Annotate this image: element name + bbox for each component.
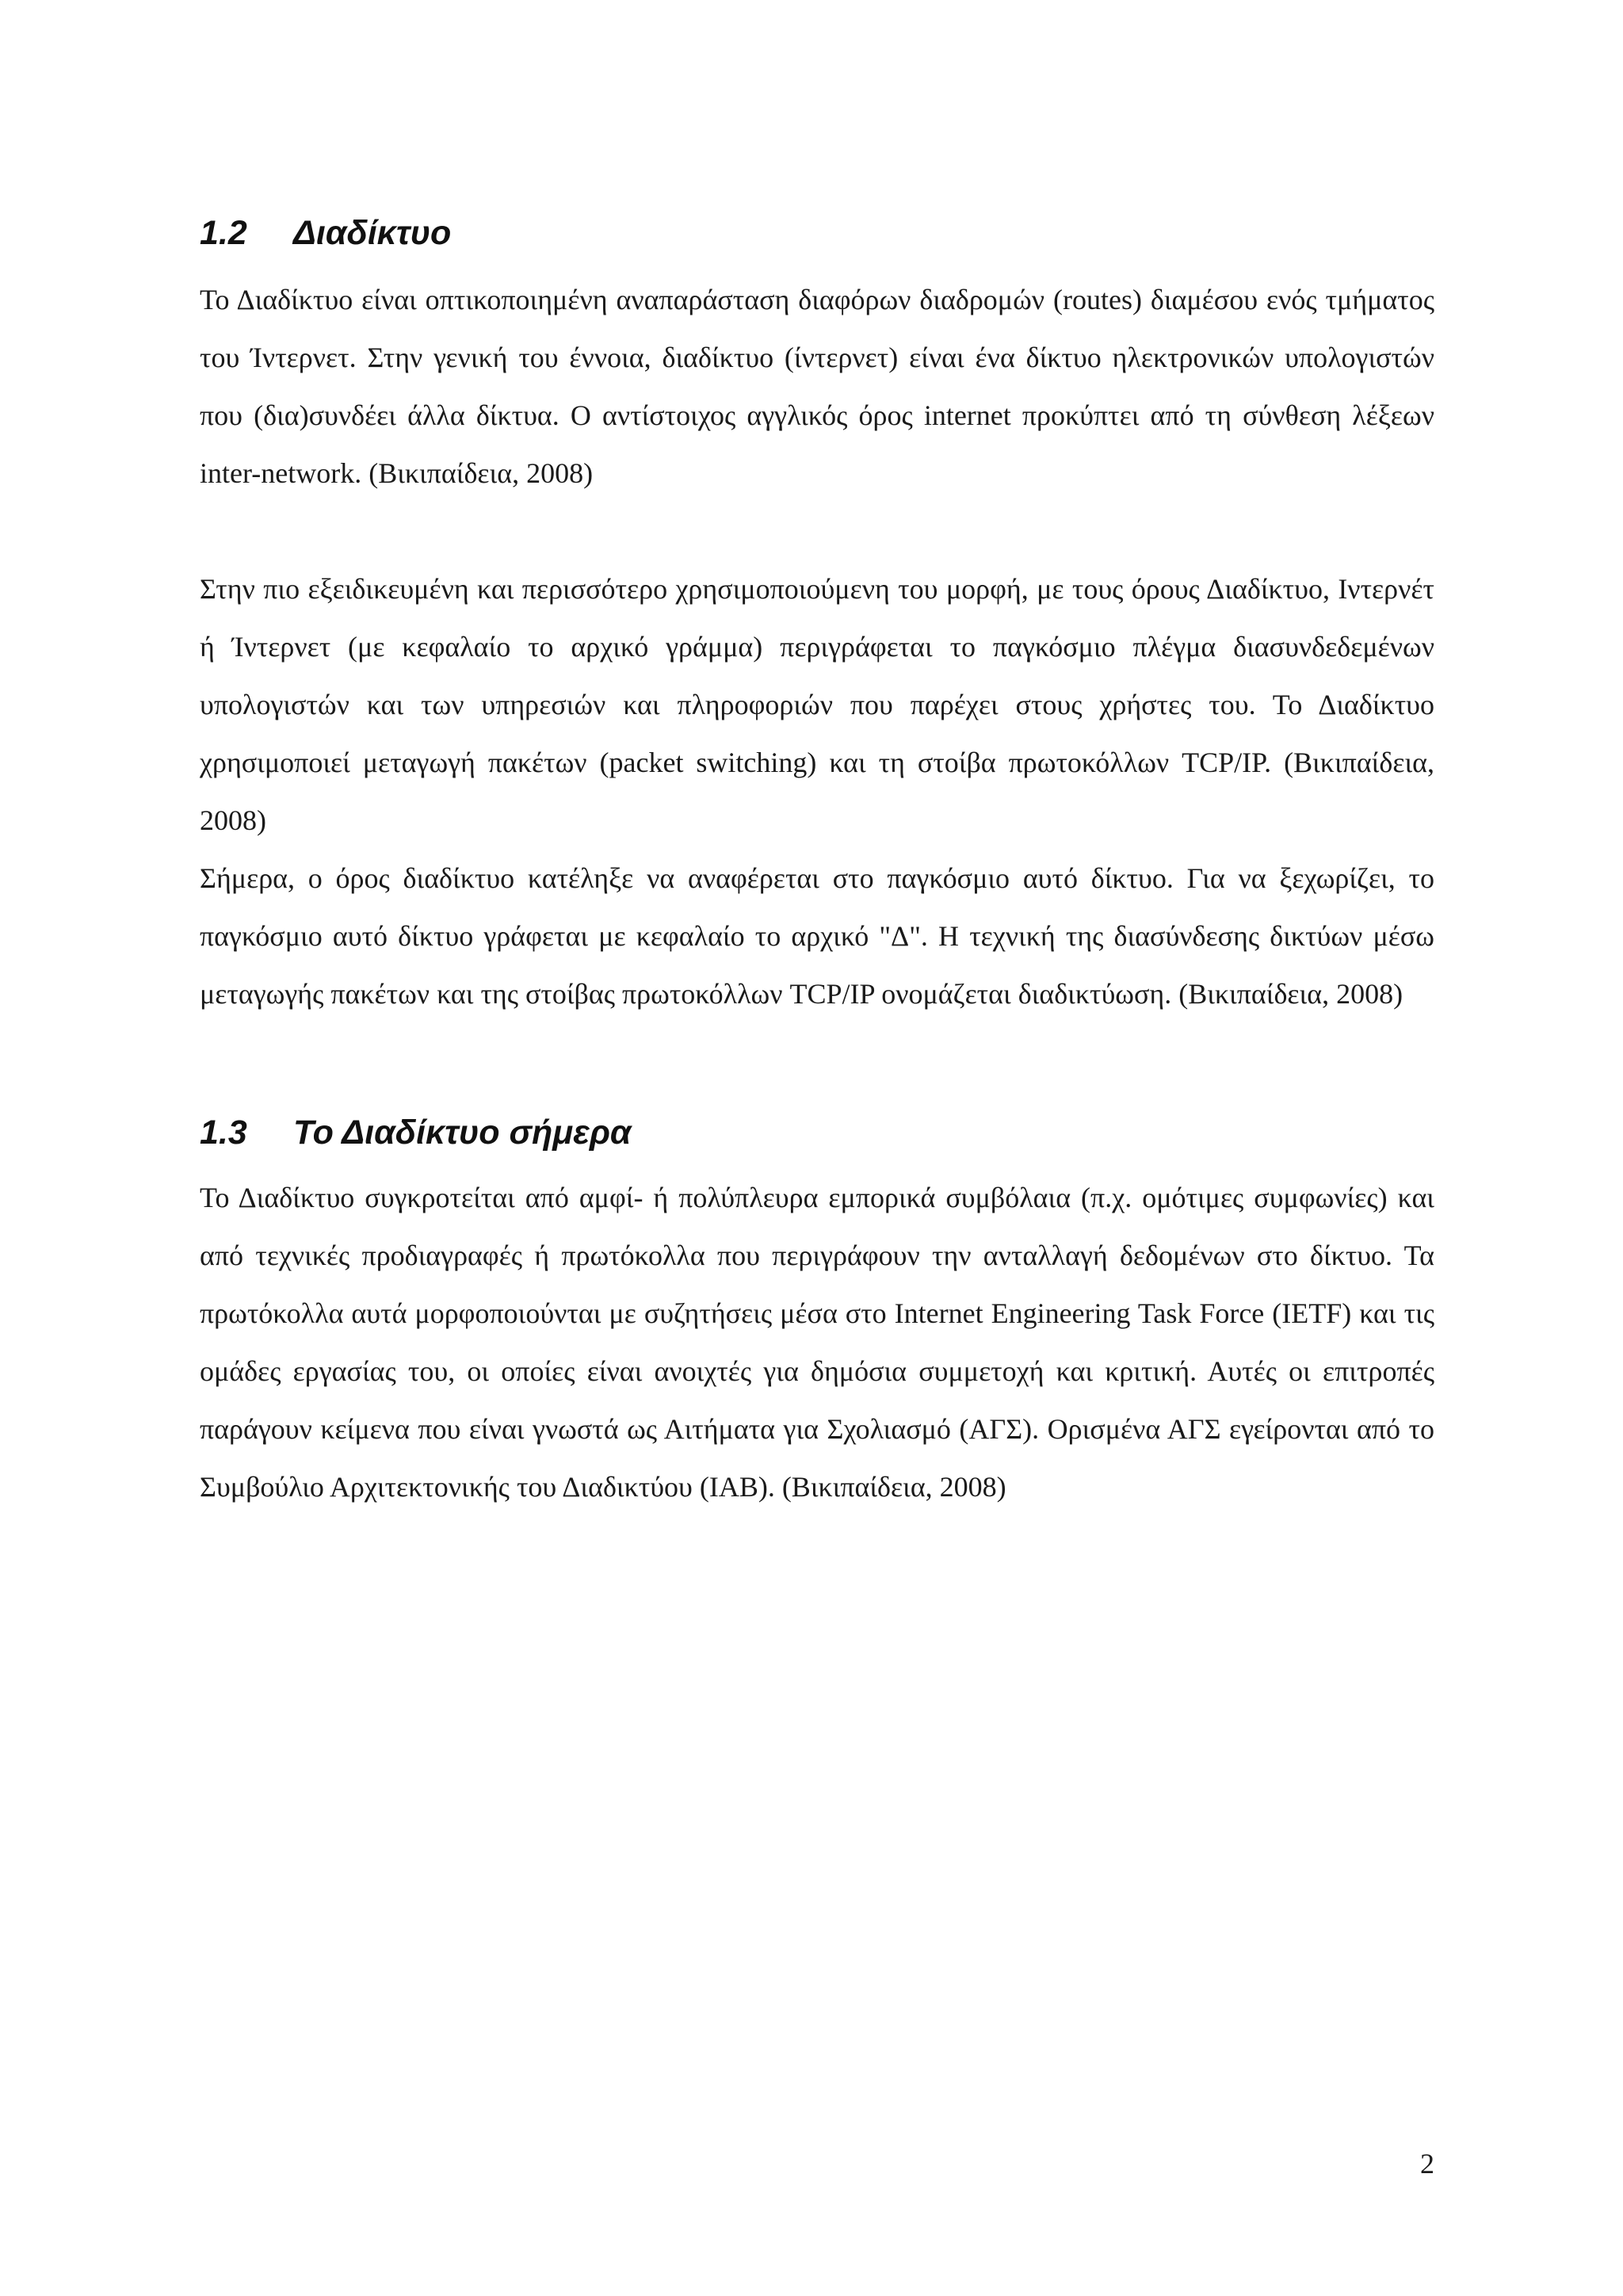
- spacer: [200, 1023, 1434, 1107]
- section-title: Διαδίκτυο: [293, 214, 452, 252]
- section-heading-1-3: [200, 1107, 1434, 1158]
- paragraph: Το Διαδίκτυο είναι οπτικοποιημένη αναπαράσταση διαφόρων διαδρομών (routes) διαμέσου ενός τμήματος του Ίντερνετ. Στην γενική του έννοια, διαδίκτυο (ίντερνετ) είναι ένα δίκτυο ηλεκτρονικών υπολογιστών που (δια)συνδέει άλλα δίκτυα. Ο αντίστοιχος αγγλικός όρος internet προκύπτει από τη σύνθεση λέξεων inter-network. (Βικιπαίδεια, 2008): [200, 284, 1434, 489]
- spacer: [200, 258, 1434, 271]
- spacer: [200, 1158, 1434, 1169]
- page-number: 2: [1420, 2148, 1434, 2179]
- paragraph: Σήμερα, ο όρος διαδίκτυο κατέληξε να αναφέρεται στο παγκόσμιο αυτό δίκτυο. Για να ξεχωρίζει, το παγκόσμιο αυτό δίκτυο γράφεται με κεφαλαίο το αρχικό "Δ". Η τεχνική της διασύνδεσης δικτύων μέσω μεταγωγής πακέτων και της στοίβας πρωτοκόλλων TCP/IP ονομάζεται διαδικτύωση. (Βικιπαίδεια, 2008): [200, 862, 1434, 1010]
- section-number: 1.3: [200, 1114, 247, 1152]
- spacer: [200, 502, 1434, 560]
- section-number: 1.2: [200, 214, 247, 252]
- section-heading-1-2: [200, 208, 1434, 258]
- paragraph: Στην πιο εξειδικευμένη και περισσότερο χρησιμοποιούμενη του μορφή, με τους όρους Διαδίκτυο, Ιντερνέτ ή Ίντερνετ (με κεφαλαίο το αρχικό γράμμα) περιγράφεται το παγκόσμιο πλέγμα διασυνδεδεμένων υπολογιστών και των υπηρεσιών και πληροφοριών που παρέχει στους χρήστες του. Το Διαδίκτυο χρησιμοποιεί μεταγωγή πακέτων (packet switching) και τη στοίβα πρωτοκόλλων TCP/IP. (Βικιπαίδεια, 2008): [200, 573, 1434, 836]
- paragraph: Το Διαδίκτυο συγκροτείται από αμφί- ή πολύπλευρα εμπορικά συμβόλαια (π.χ. ομότιμες συμφωνίες) και από τεχνικές προδιαγραφές ή πρωτόκολλα που περιγράφουν την ανταλλαγή δεδομένων στο δίκτυο. Τα πρωτόκολλα αυτά μορφοποιούνται με συζητήσεις μέσα στο Internet Engineering Task Force (IETF) και τις ομάδες εργασίας του, οι οποίες είναι ανοιχτές για δημόσια συμμετοχή και κριτική. Αυτές οι επιτροπές παράγουν κείμενα που είναι γνωστά ως Αιτήματα για Σχολιασμό (ΑΓΣ). Ορισμένα ΑΓΣ εγείρονται από το Συμβούλιο Αρχιτεκτονικής του Διαδικτύου (IAB). (Βικιπαίδεια, 2008): [200, 1182, 1434, 1503]
- section-title: Το Διαδίκτυο σήμερα: [293, 1114, 632, 1152]
- page-content: [200, 208, 1434, 1516]
